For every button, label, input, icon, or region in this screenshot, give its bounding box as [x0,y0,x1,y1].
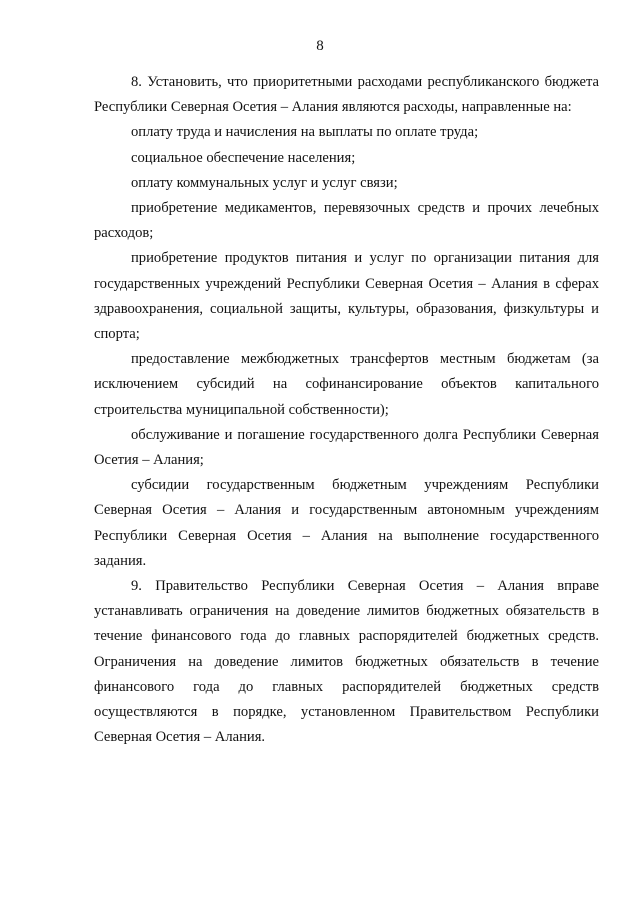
paragraph-item-8: 8. Установить, что приоритетными расходами республиканского бюджета Республики Северная Осетия – Алания являются расходы, направленные на: [94,74,599,116]
list-item-food: приобретение продуктов питания и услуг по организации питания для государственных учреждений Республики Северная Осетия – Алания в сферах здравоохранения, социальной защиты, культуры, образования, физкультуры и спорта; [94,250,599,343]
list-item-labor-payment: оплату труда и начисления на выплаты по оплате труда; [131,124,479,141]
paragraph-item-9: 9. Правительство Республики Северная Осетия – Алания вправе устанавливать ограничения на доведение лимитов бюджетных обязательств в течение финансового года до главных распорядителей бюджетных средств. Ограничения на доведение лимитов бюджетных обязательств в течение финансового года до главных распорядителей бюджетных средств осуществляются в порядке, установленном Правительством Республики Северная Осетия – Алания. [94,578,599,746]
list-item-medicines: приобретение медикаментов, перевязочных средств и прочих лечебных расходов; [94,200,599,242]
list-item-interbudget-transfers: предоставление межбюджетных трансфертов местным бюджетам (за исключением субсидий на софинансирование объектов капитального строительства муниципальной собственности); [94,351,599,418]
list-item-subsidies: субсидии государственным бюджетным учреждениям Республики Северная Осетия – Алания и государственным автономным учреждениям Республики Северная Осетия – Алания на выполнение государственного задания. [94,477,599,569]
document-body [94,70,599,750]
list-item-public-debt: обслуживание и погашение государственного долга Республики Северная Осетия – Алания; [94,426,599,469]
list-item-social-security: социальное обеспечение населения; [131,149,356,166]
list-item-utilities: оплату коммунальных услуг и услуг связи; [131,174,398,191]
page-number: 8 [316,38,324,54]
